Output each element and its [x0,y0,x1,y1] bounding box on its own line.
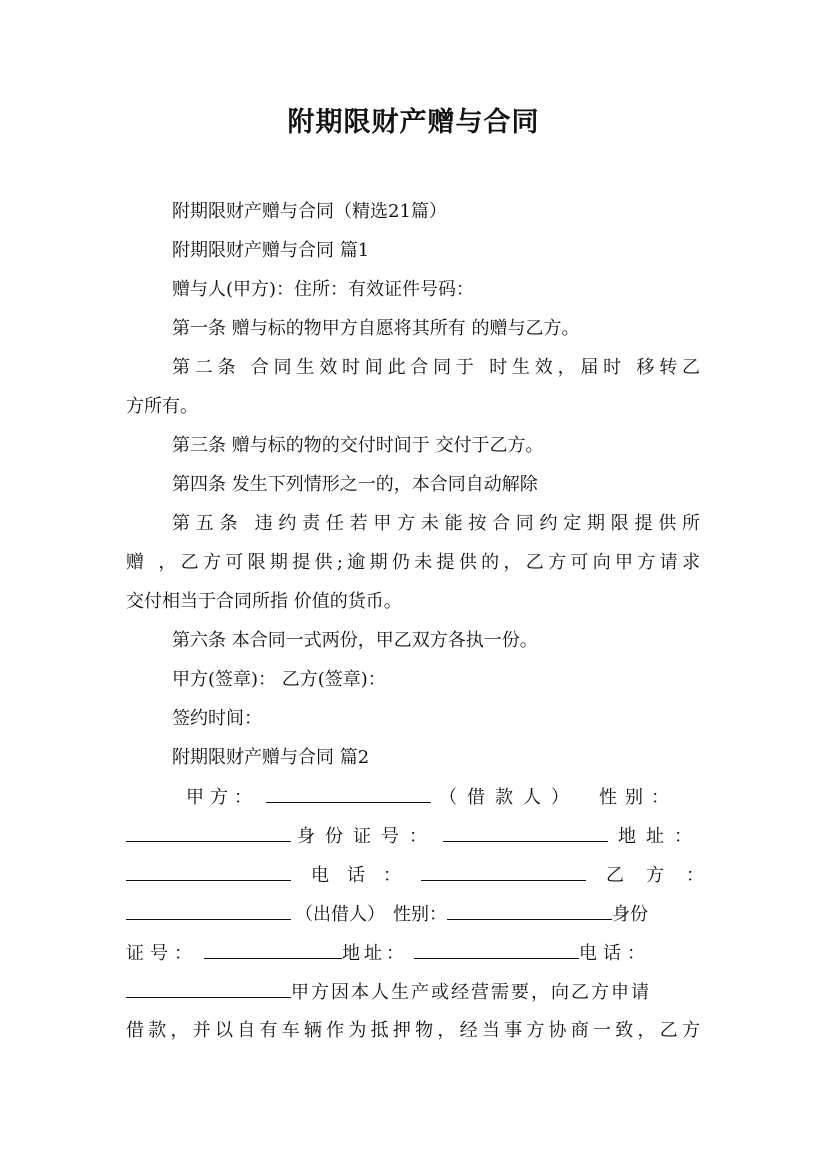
paragraph-line: 交付相当于合同所指 价值的货币。 [126,591,402,612]
borrower-label: （借款人） [439,787,579,808]
form-line-6 [126,979,700,1005]
party-b-label: 乙方： [606,865,726,886]
blank-field [266,784,431,803]
gender-label-2: 性别： [393,904,447,925]
paragraph-line: 第五条 违约责任若甲方未能按合同约定期限提供所 [172,513,700,534]
paragraph-line: 附期限财产赠与合同 篇1 [172,240,370,261]
phone-label: 电话： [311,865,419,886]
paragraph-line: 第四条 发生下列情形之一的，本合同自动解除 [172,474,538,495]
phone-label-2: 电话： [579,943,651,964]
paragraph-line: 方所有。 [126,396,198,417]
paragraph-line: 第三条 赠与标的物的交付时间于 交付于乙方。 [172,435,544,456]
form-line-2 [126,823,700,849]
paragraph-line: 甲方(签章)： 乙方(签章)： [172,669,386,690]
id-label-part1: 身份 [612,904,648,925]
blank-field [414,940,579,959]
blank-field [421,862,586,881]
address-label: 地址： [618,826,702,847]
paragraph-line: 签约时间： [172,708,262,729]
blank-field [126,979,291,998]
paragraph-line: 赠 ，乙方可限期提供;逾期仍未提供的，乙方可向甲方请求 [126,552,700,573]
gender-label: 性别： [599,787,677,808]
form-line-5 [126,940,700,966]
paragraph-line: 赠与人(甲方)：住所：有效证件号码： [172,279,475,300]
paragraph-line: 第二条 合同生效时间此合同于 时生效，届时 移转乙 [172,357,700,378]
paragraph-line: 附期限财产赠与合同（精选21篇） [172,201,447,222]
blank-field [447,901,612,920]
form-line-1 [126,784,700,810]
blank-field [126,901,291,920]
blank-field [126,862,291,881]
blank-field [126,823,291,842]
paragraph-text: 甲方因本人生产或经营需要，向乙方申请 [291,982,651,1003]
blank-field [443,823,608,842]
paragraph-line: 借款，并以自有车辆作为抵押物，经当事方协商一致，乙方 [126,1020,700,1041]
form-line-3 [126,862,726,888]
document-title: 附期限财产赠与合同 [287,107,540,138]
paragraph-line: 第六条 本合同一式两份，甲乙双方各执一份。 [172,630,538,651]
paragraph-line: 第一条 赠与标的物甲方自愿将其所有 的赠与乙方。 [172,318,580,339]
party-a-label: 甲方： [186,787,258,808]
paragraph-line: 附期限财产赠与合同 篇2 [172,747,370,768]
blank-field [204,940,342,959]
lender-label: （出借人） [295,904,385,925]
address-label-2: 地址： [342,943,408,964]
id-label-part2: 证号： [126,943,198,964]
form-line-4 [126,901,700,927]
id-number-label: 身份证号： [297,826,437,847]
